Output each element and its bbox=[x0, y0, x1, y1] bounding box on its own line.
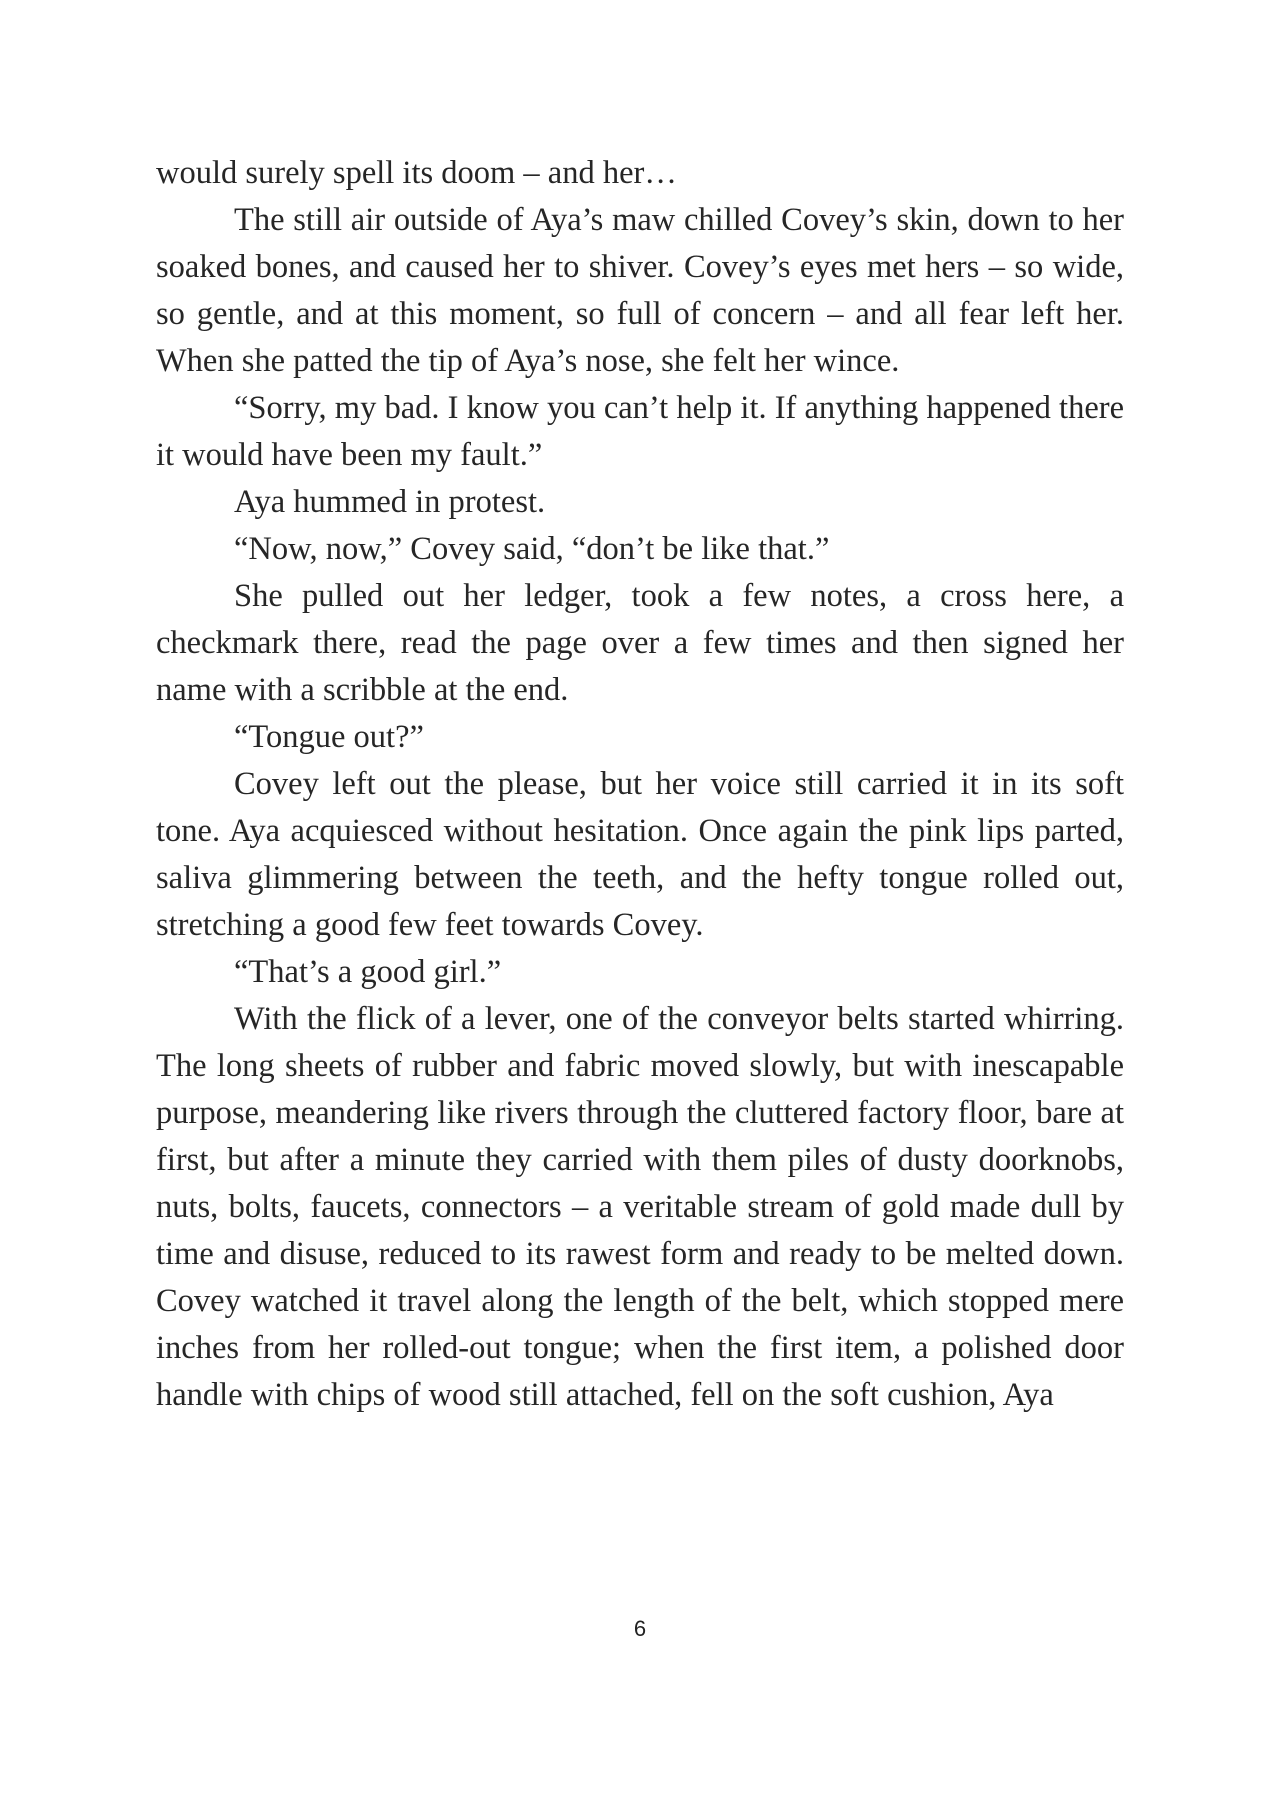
paragraph-4: Aya hummed in protest. bbox=[234, 484, 546, 520]
paragraph-5: “Now, now,” Covey said, “don’t be like that.” bbox=[234, 531, 830, 567]
paragraph-8: Covey left out the please, but her voice still carried it in its soft tone. Aya acquiesced without hesitation. Once again the pink lips parted, saliva glimmering between the teeth, and the hefty tongue rolled out, stretching a good few feet towards Covey. bbox=[156, 766, 1124, 943]
paragraph-9: “That’s a good girl.” bbox=[234, 954, 502, 990]
body-text bbox=[156, 150, 1124, 1419]
paragraph-2: The still air outside of Aya’s maw chilled Covey’s skin, down to her soaked bones, and caused her to shiver. Covey’s eyes met hers – so wide, so gentle, and at this moment, so full of concern – and all fear left her. When she patted the tip of Aya’s nose, she felt her wince. bbox=[156, 202, 1124, 379]
paragraph-10: With the flick of a lever, one of the conveyor belts started whirring. The long sheets of rubber and fabric moved slowly, but with inescapable purpose, meandering like rivers through the cluttered factory floor, bare at first, but after a minute they carried with them piles of dusty doorknobs, nuts, bolts, faucets, connectors – a veritable stream of gold made dull by time and disuse, reduced to its rawest form and ready to be melted down. Covey watched it travel along the length of the belt, which stopped mere inches from her rolled-out tongue; when the first item, a polished door handle with chips of wood still attached, fell on the soft cushion, Aya bbox=[156, 1001, 1124, 1413]
paragraph-1: would surely spell its doom – and her… bbox=[156, 155, 677, 191]
page-number: 6 bbox=[633, 1616, 647, 1641]
paragraph-7: “Tongue out?” bbox=[234, 719, 424, 755]
paragraph-3: “Sorry, my bad. I know you can’t help it. If anything happened there it would have been my fault.” bbox=[156, 390, 1124, 473]
paragraph-6: She pulled out her ledger, took a few notes, a cross here, a checkmark there, read the page over a few times and then signed her name with a scribble at the end. bbox=[156, 578, 1124, 708]
